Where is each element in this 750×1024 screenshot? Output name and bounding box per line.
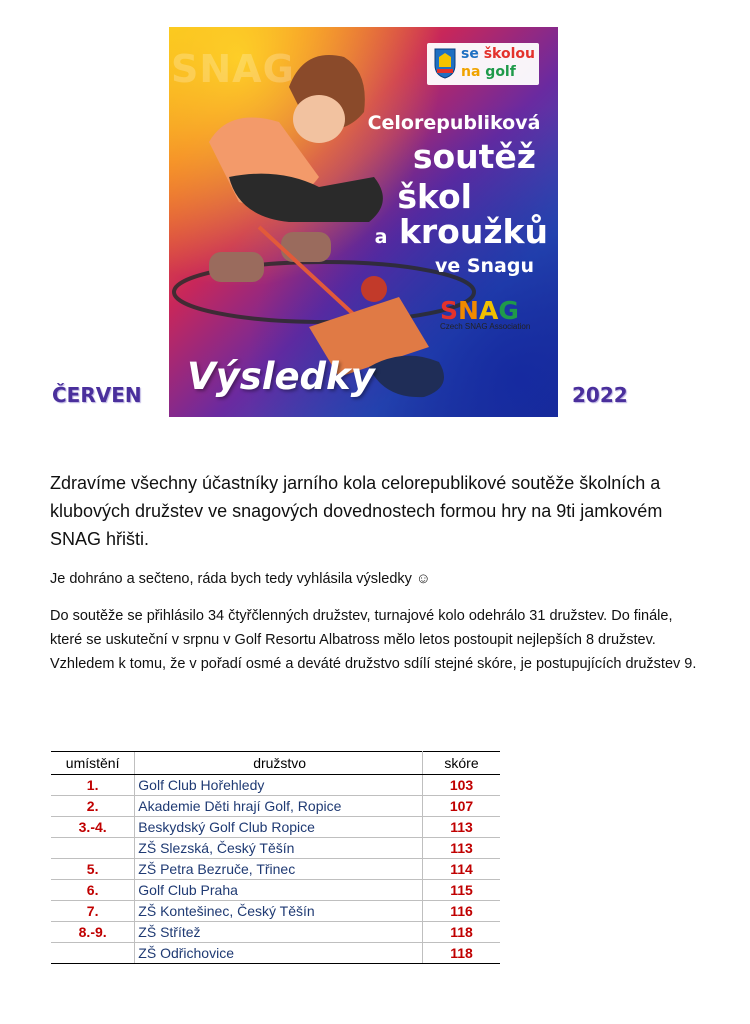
score-cell: 118 xyxy=(423,922,500,943)
score-cell: 115 xyxy=(423,880,500,901)
team-cell: ZŠ Slezská, Český Těšín xyxy=(135,838,423,859)
score-cell: 107 xyxy=(423,796,500,817)
score-cell: 113 xyxy=(423,838,500,859)
rank-cell: 8.-9. xyxy=(51,922,135,943)
snag-mark: SNAG xyxy=(440,296,519,325)
table-row xyxy=(51,838,500,859)
poster-headline-2: soutěž xyxy=(412,137,536,176)
team-cell: ZŠ Petra Bezruče, Třinec xyxy=(135,859,423,880)
score-cell: 116 xyxy=(423,901,500,922)
team-cell: Golf Club Hořehledy xyxy=(135,775,423,796)
poster-headline-1: Celorepubliková xyxy=(367,112,541,134)
team-cell: ZŠ Kontešinec, Český Těšín xyxy=(135,901,423,922)
logo-wordmark: se školou na golf xyxy=(461,46,535,80)
table-row xyxy=(51,796,500,817)
rank-cell: 3.-4. xyxy=(51,817,135,838)
score-cell: 103 xyxy=(423,775,500,796)
results-table xyxy=(51,751,500,964)
competition-details: Do soutěže se přihlásilo 34 čtyřčlenných družstev, turnajové kolo odehrálo 31 družstev. Do finále, které se uskuteční v srpnu v Golf Resortu Albatross mělo letos postoupit nejlepších 8 družstev. Vzhledem k tomu, že v pořadí osmé a deváté družstvo sdílí stejné skóre, je postupujících družstev 9. xyxy=(50,608,697,672)
header-team: družstvo xyxy=(135,752,423,775)
table-row xyxy=(51,943,500,964)
rank-cell: 1. xyxy=(51,775,135,796)
month-label: ČERVEN xyxy=(52,383,142,407)
table-row xyxy=(51,775,500,796)
table-row xyxy=(51,880,500,901)
poster-headline-5: ve Snagu xyxy=(434,255,534,277)
snag-association-text: Czech SNAG Association xyxy=(440,322,531,331)
score-cell: 114 xyxy=(423,859,500,880)
year-label: 2022 xyxy=(572,383,628,407)
score-cell: 118 xyxy=(423,943,500,964)
rank-cell: 2. xyxy=(51,796,135,817)
table-row xyxy=(51,901,500,922)
team-cell: ZŠ Střítež xyxy=(135,922,423,943)
poster-headline-3: škol xyxy=(397,177,472,216)
table-row xyxy=(51,859,500,880)
snag-association-logo xyxy=(440,296,544,344)
team-cell: Akademie Děti hrají Golf, Ropice xyxy=(135,796,423,817)
team-cell: Beskydský Golf Club Ropice xyxy=(135,817,423,838)
poster-background-word: SNAG xyxy=(171,47,295,91)
rank-cell: 7. xyxy=(51,901,135,922)
header-score: skóre xyxy=(423,752,500,775)
team-cell: ZŠ Odřichovice xyxy=(135,943,423,964)
header-rank: umístění xyxy=(51,752,135,775)
competition-poster xyxy=(169,27,558,417)
poster-headline-4: a kroužků xyxy=(374,212,548,251)
rank-cell xyxy=(51,838,135,859)
school-golf-logo xyxy=(427,43,539,85)
table-header-row xyxy=(51,752,500,775)
team-cell: Golf Club Praha xyxy=(135,880,423,901)
rank-cell: 5. xyxy=(51,859,135,880)
intro-paragraph: Zdravíme všechny účastníky jarního kola celorepublikové soutěže školních a klubových družstev ve snagových dovednostech formou hry na 9ti jamkovém SNAG hřišti. xyxy=(50,473,663,549)
rank-cell xyxy=(51,943,135,964)
table-row xyxy=(51,922,500,943)
score-cell: 113 xyxy=(423,817,500,838)
table-row xyxy=(51,817,500,838)
crest-icon xyxy=(433,47,457,79)
results-announcement: Je dohráno a sečteno, ráda bych tedy vyhlásila výsledky ☺ xyxy=(50,571,431,587)
rank-cell: 6. xyxy=(51,880,135,901)
results-title: Výsledky xyxy=(187,355,375,398)
